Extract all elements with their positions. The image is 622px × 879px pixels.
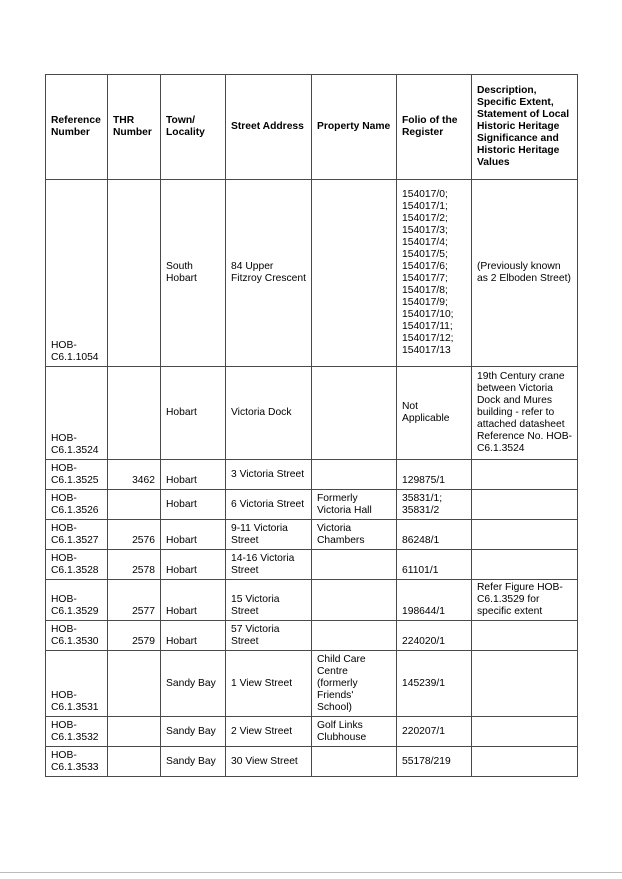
header-thr-number: THR Number [108,75,161,180]
table-row [46,651,578,717]
cell-folio: 35831/1; 35831/2 [397,490,472,520]
cell-reference: HOB- C6.1.3524 [46,367,108,460]
table-row [46,717,578,747]
cell-reference: HOB- C6.1.1054 [46,180,108,367]
cell-folio: 55178/219 [397,747,472,777]
cell-thr [108,717,161,747]
cell-town: Sandy Bay [161,747,226,777]
cell-folio: 129875/1 [397,460,472,490]
cell-thr [108,490,161,520]
cell-reference: HOB- C6.1.3530 [46,621,108,651]
cell-property [312,621,397,651]
cell-reference: HOB- C6.1.3525 [46,460,108,490]
cell-folio: 198644/1 [397,580,472,621]
cell-description [472,621,578,651]
cell-description: 19th Century crane between Victoria Dock and Mures building - refer to attached datasheet Reference No. HOB-C6.1.3524 [472,367,578,460]
cell-street: 1 View Street [226,651,312,717]
cell-folio: 86248/1 [397,520,472,550]
cell-description: (Previously known as 2 Elboden Street) [472,180,578,367]
table-row [46,550,578,580]
cell-street: 15 Victoria Street [226,580,312,621]
cell-property [312,367,397,460]
cell-reference: HOB- C6.1.3527 [46,520,108,550]
cell-street: 30 View Street [226,747,312,777]
cell-town: Hobart [161,550,226,580]
cell-property [312,550,397,580]
cell-thr [108,180,161,367]
cell-property: Child Care Centre (formerly Friends' School) [312,651,397,717]
cell-description [472,651,578,717]
cell-street: 2 View Street [226,717,312,747]
cell-thr [108,747,161,777]
cell-town: Hobart [161,490,226,520]
cell-property [312,460,397,490]
cell-reference: HOB- C6.1.3532 [46,717,108,747]
cell-reference: HOB- C6.1.3533 [46,747,108,777]
cell-description [472,550,578,580]
cell-folio: 154017/0; 154017/1; 154017/2; 154017/3; 154017/4; 154017/5; 154017/6; 154017/7; 154017/8; 154017/9; 154017/10; 154017/11; 154017/12; 154017/13 [397,180,472,367]
cell-reference: HOB- C6.1.3528 [46,550,108,580]
cell-street: 84 Upper Fitzroy Crescent [226,180,312,367]
table-row [46,367,578,460]
header-town-locality: Town/ Locality [161,75,226,180]
header-reference-number: Reference Number [46,75,108,180]
table-header-row [46,75,578,180]
cell-street: 6 Victoria Street [226,490,312,520]
cell-folio: 220207/1 [397,717,472,747]
cell-thr: 2576 [108,520,161,550]
cell-property: Golf Links Clubhouse [312,717,397,747]
cell-reference: HOB- C6.1.3531 [46,651,108,717]
cell-town: South Hobart [161,180,226,367]
cell-property [312,580,397,621]
cell-thr: 2578 [108,550,161,580]
cell-street: 3 Victoria Street [226,460,312,490]
cell-folio: 224020/1 [397,621,472,651]
cell-description: Refer Figure HOB-C6.1.3529 for specific extent [472,580,578,621]
cell-town: Hobart [161,621,226,651]
cell-street: 57 Victoria Street [226,621,312,651]
cell-folio: 61101/1 [397,550,472,580]
table-row [46,180,578,367]
cell-town: Hobart [161,580,226,621]
cell-reference: HOB- C6.1.3529 [46,580,108,621]
cell-town: Sandy Bay [161,651,226,717]
page-bottom-rule [0,872,622,873]
cell-description [472,490,578,520]
cell-thr: 2579 [108,621,161,651]
cell-property: Formerly Victoria Hall [312,490,397,520]
table-row [46,490,578,520]
cell-property [312,180,397,367]
table-row [46,460,578,490]
cell-property [312,747,397,777]
cell-street: 14-16 Victoria Street [226,550,312,580]
cell-street: Victoria Dock [226,367,312,460]
cell-description [472,717,578,747]
cell-town: Hobart [161,367,226,460]
cell-description [472,520,578,550]
cell-thr: 2577 [108,580,161,621]
cell-folio: Not Applicable [397,367,472,460]
table-row [46,747,578,777]
header-description: Description, Specific Extent, Statement of Local Historic Heritage Significance and Historic Heritage Values [472,75,578,180]
cell-thr: 3462 [108,460,161,490]
cell-reference: HOB- C6.1.3526 [46,490,108,520]
table-row [46,520,578,550]
header-property-name: Property Name [312,75,397,180]
table-row [46,621,578,651]
cell-description [472,747,578,777]
heritage-register-table [45,74,578,777]
cell-thr [108,651,161,717]
cell-town: Hobart [161,460,226,490]
cell-description [472,460,578,490]
cell-town: Hobart [161,520,226,550]
table-row [46,580,578,621]
cell-thr [108,367,161,460]
header-folio: Folio of the Register [397,75,472,180]
cell-folio: 145239/1 [397,651,472,717]
cell-town: Sandy Bay [161,717,226,747]
cell-property: Victoria Chambers [312,520,397,550]
cell-street: 9-11 Victoria Street [226,520,312,550]
header-street-address: Street Address [226,75,312,180]
